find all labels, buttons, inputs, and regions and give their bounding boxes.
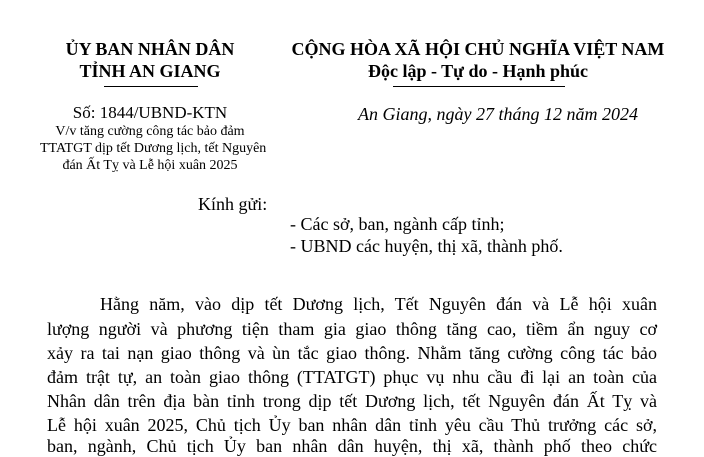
subject-line: TTATGT dịp tết Dương lịch, tết Nguyên [40, 141, 267, 156]
greeting: Kính gửi: [198, 194, 268, 214]
agency-underline [104, 86, 198, 87]
body-line: Hằng năm, vào dịp tết Dương lịch, Tết Nguyên đán và Lễ hội xuân [100, 294, 657, 314]
body-line: xảy ra tai nạn giao thông và ùn tắc giao thông. Nhằm tăng cường công tác bảo [47, 343, 657, 363]
body-line: ban, ngành, Chủ tịch Ủy ban nhân dân huyện, thị xã, thành phố theo chức [47, 436, 657, 456]
subject-line: V/v tăng cường công tác bảo đảm [55, 124, 245, 139]
place-date: An Giang, ngày 27 tháng 12 năm 2024 [358, 104, 638, 124]
agency-name-line1: ỦY BAN NHÂN DÂN [65, 39, 235, 59]
body-line: Nhân dân trên địa bàn tỉnh trong dịp tết Dương lịch, tết Nguyên đán Ất Tỵ và [47, 391, 657, 411]
body-line: Lễ hội xuân 2025, Chủ tịch Ủy ban nhân dân tỉnh yêu cầu Thủ trưởng các sở, [47, 415, 657, 435]
document-number: Số: 1844/UBND-KTN [72, 103, 228, 122]
body-line: lượng người và phương tiện tham gia giao thông tăng cao, tiềm ẩn nguy cơ [47, 319, 657, 339]
subject-line: đán Ất Tỵ và Lễ hội xuân 2025 [62, 158, 238, 173]
agency-name-line2: TỈNH AN GIANG [79, 61, 221, 81]
national-motto: Độc lập - Tự do - Hạnh phúc [367, 61, 589, 81]
recipient-item: - UBND các huyện, thị xã, thành phố. [290, 236, 563, 256]
recipient-item: - Các sở, ban, ngành cấp tỉnh; [290, 214, 505, 234]
national-title: CỘNG HÒA XÃ HỘI CHỦ NGHĨA VIỆT NAM [291, 39, 665, 59]
motto-underline [393, 86, 565, 87]
body-line: đảm trật tự, an toàn giao thông (TTATGT) phục vụ nhu cầu đi lại an toàn của [47, 367, 657, 387]
